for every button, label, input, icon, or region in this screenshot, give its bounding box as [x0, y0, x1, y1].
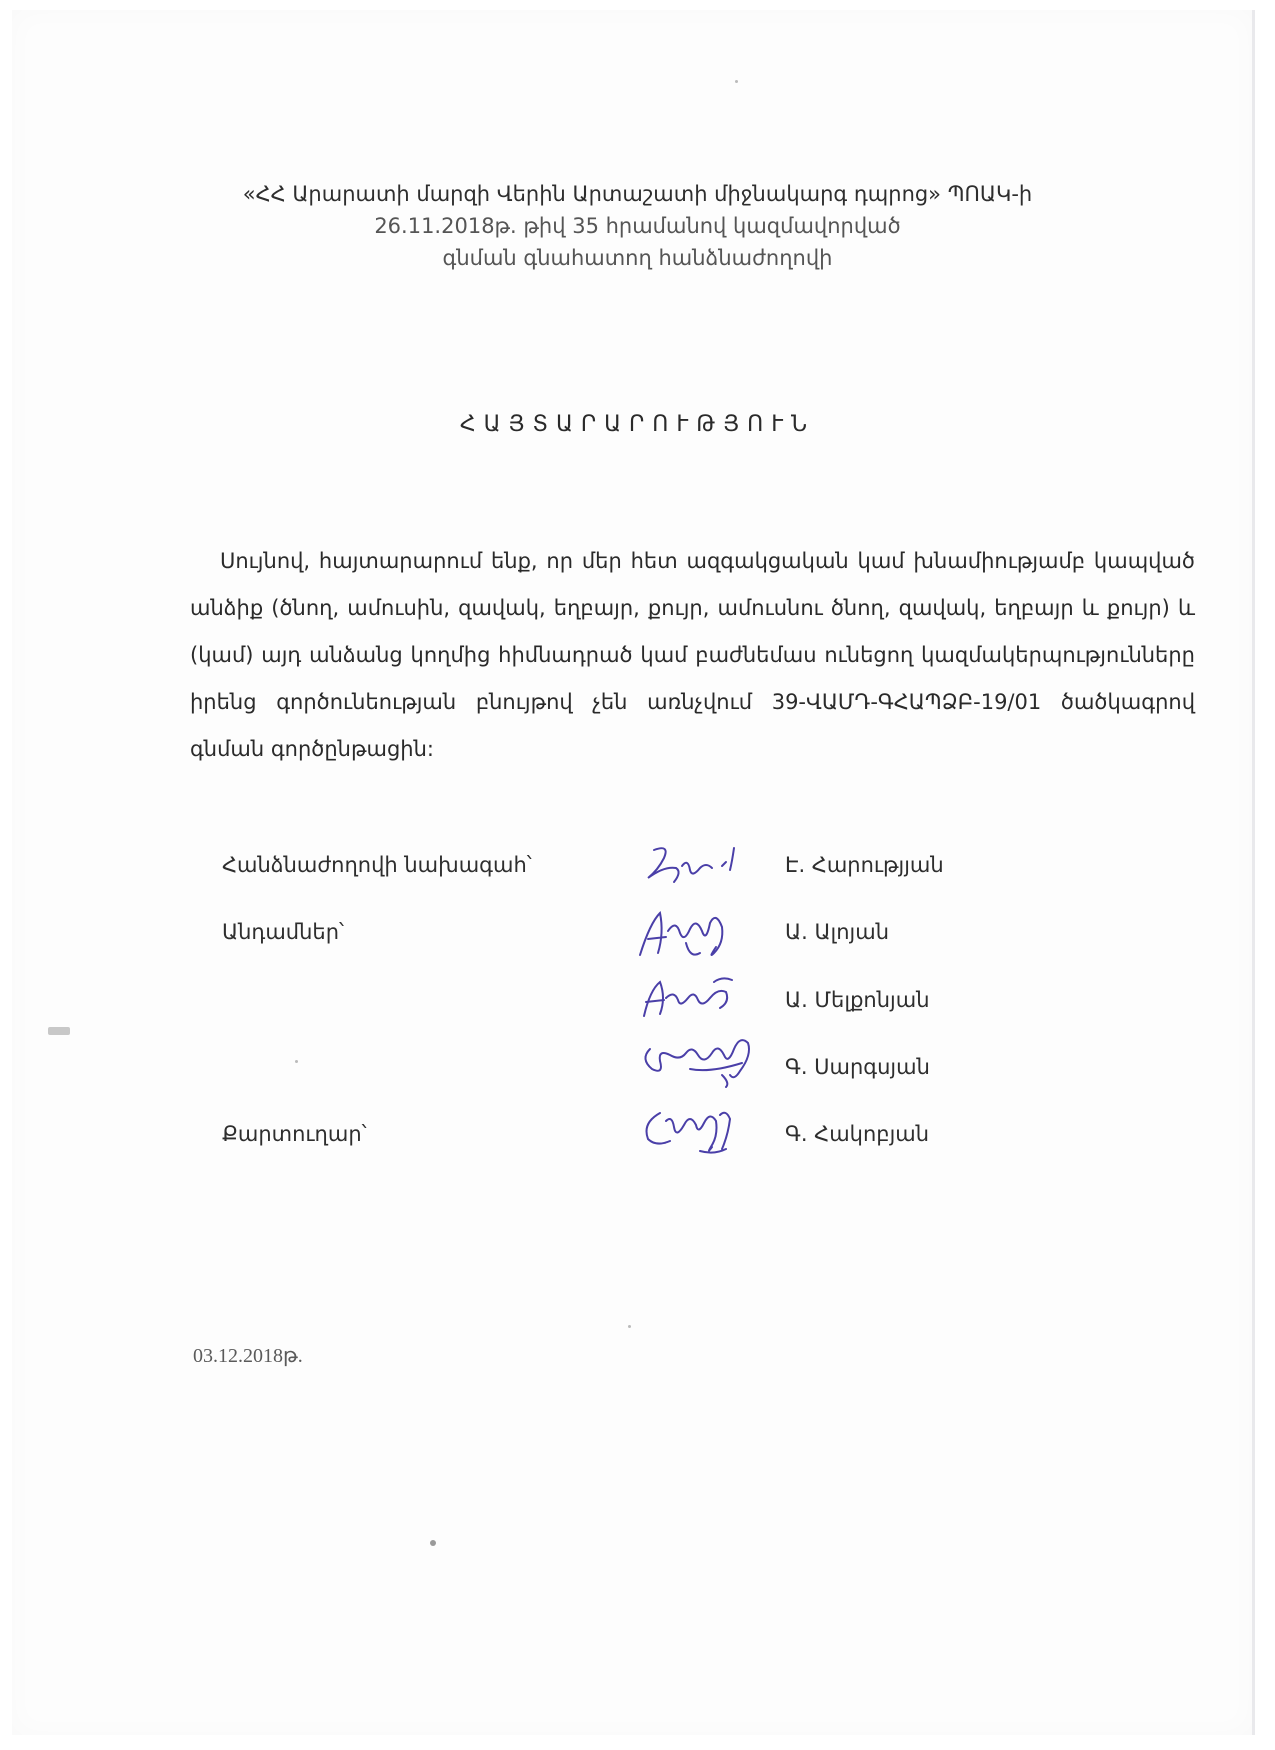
document-date: 03.12.2018թ.	[193, 1345, 303, 1367]
signatory-name-member-1: Ա. Ալոյան	[785, 920, 890, 944]
chair-role-label: Հանձնաժողովի նախագահ՝	[222, 853, 532, 877]
signature-secretary	[630, 1095, 760, 1159]
header-order: 26.11.2018թ. թիվ 35 հրամանով կազմավորված	[374, 214, 901, 238]
signatory-name-secretary: Գ. Հակոբյան	[785, 1122, 930, 1146]
members-role-label: Անդամներ՝	[222, 920, 345, 944]
signature-member-3	[630, 1025, 770, 1089]
signatory-name-member-2: Ա. Մելքոնյան	[785, 988, 930, 1012]
paper-speck	[735, 80, 738, 83]
header-committee: գնման գնահատող հանձնաժողովի	[442, 246, 833, 270]
signatory-name-member-3: Գ. Սարգսյան	[785, 1055, 930, 1079]
signatory-name-chair: Է. Հարությյան	[785, 853, 944, 877]
signature-member-2	[630, 968, 760, 1028]
paper-speck	[628, 1325, 631, 1328]
document-title: ՀԱՅՏԱՐԱՐՈՒԹՅՈՒՆ	[459, 412, 816, 437]
declaration-text: Սույնով, հայտարարում ենք, որ մեր հետ ազգակցական կամ խնամիությամբ կապված անձիք (ծնող, ամուսին, զավակ, եղբայր, քույր, ամուսնու ծնող, զավակ, եղբայր և քույր) և (կամ) այդ անձանց կողմից հիմնադրած կամ բաժնեմաս ունեցող կազմակերպությունները իրենց գործունեության բնույթով չեն առնչվում 39-ՎԱՄԴ-ԳՀԱՊՁԲ-19/01 ծածկագրով գնման գործընթացին:	[190, 549, 1195, 761]
paper-speck	[430, 1540, 436, 1546]
paper-smudge	[48, 1027, 70, 1035]
secretary-role-label: Քարտուղար՝	[222, 1122, 367, 1146]
header-organization: «ՀՀ Արարատի մարզի Վերին Արտաշատի միջնակարգ դպրոց» ՊՈԱԿ-ի	[242, 182, 1033, 206]
signature-member-1	[630, 903, 760, 965]
signature-chair	[630, 838, 760, 898]
document-header	[0, 178, 1275, 274]
paper-speck	[295, 1060, 298, 1063]
